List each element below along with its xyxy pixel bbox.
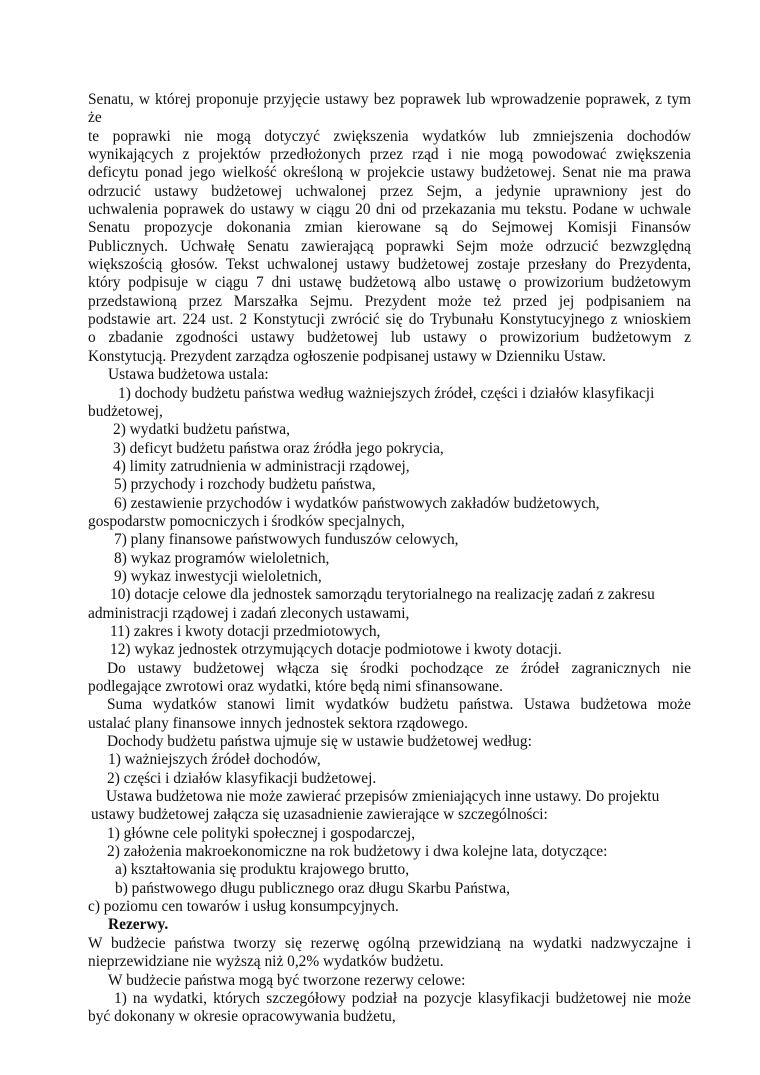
text-line: Ustawa budżetowa ustala: [108, 366, 269, 384]
text-line: odrzucić ustawy budżetowej uchwalonej przez Sejm, a jedynie uprawniony jest do [88, 182, 691, 200]
text-line: 1) ważniejszych źródeł dochodów, [108, 751, 321, 769]
text-line: który podpisuje w ciągu 7 dni ustawę budżetową albo ustawę o prowizorium budżetowym [88, 274, 691, 292]
text-line: 5) przychody i rozchody budżetu państwa, [114, 476, 376, 494]
text-line: b) państwowego długu publicznego oraz długu Skarbu Państwa, [115, 879, 510, 897]
section-heading: Rezerwy. [108, 916, 169, 934]
text-line: być dokonany w okresie opracowywania budżetu, [88, 1008, 396, 1026]
text-line: Publicznych. Uchwałę Senatu zawierającą poprawki Sejm może odrzucić bezwzględną [88, 237, 691, 255]
text-line: 2) założenia makroekonomiczne na rok budżetowy i dwa kolejne lata, dotyczące: [107, 843, 608, 861]
text-line: przedstawioną przez Marszałka Sejmu. Prezydent może też przed jej podpisaniem na [88, 292, 691, 310]
text-line: W budżecie państwa tworzy się rezerwę ogólną przewidzianą na wydatki nadzwyczajne i [88, 934, 691, 952]
text-line: deficytu ponad jego wielkość określoną w projekcie ustawy budżetowej. Senat nie ma prawa [88, 164, 691, 182]
text-line: W budżecie państwa mogą być tworzone rezerwy celowe: [108, 971, 466, 989]
text-line: Senatu, w której proponuje przyjęcie ustawy bez poprawek lub wprowadzenie poprawek, z tym że [88, 91, 691, 127]
text-line: uchwalenia poprawek do ustawy w ciągu 20 dni od przekazania mu tekstu. Podane w uchwale [88, 201, 691, 219]
text-line: 7) plany finansowe państwowych funduszów celowych, [114, 531, 459, 549]
text-line: 1) dochody budżetu państwa według ważniejszych źródeł, części i działów klasyfikacji [118, 384, 655, 402]
text-line: Do ustawy budżetowej włącza się środki pochodzące ze źródeł zagranicznych nie [107, 659, 691, 677]
text-line: nieprzewidziane nie wyższą niż 0,2% wydatków budżetu. [88, 953, 444, 971]
text-line: gospodarstw pomocniczych i środków specjalnych, [88, 512, 405, 530]
text-line: o zbadanie zgodności ustawy budżetowej lub ustawy o prowizorium budżetowym z [88, 329, 691, 347]
text-line: Senatu propozycje dokonania zmian kierowane są do Sejmowej Komisji Finansów [88, 219, 691, 237]
text-line: 1) główne cele polityki społecznej i gospodarczej, [107, 824, 416, 842]
text-line: Dochody budżetu państwa ujmuje się w ustawie budżetowej według: [107, 733, 532, 751]
text-line: 2) części i działów klasyfikacji budżetowej. [107, 769, 377, 787]
text-line: 3) deficyt budżetu państwa oraz źródła jego pokrycia, [113, 439, 444, 457]
text-line: 6) zestawienie przychodów i wydatków państwowych zakładów budżetowych, [114, 494, 600, 512]
text-line: 1) na wydatki, których szczegółowy podział na pozycje klasyfikacji budżetowej nie może [114, 989, 691, 1007]
text-line: 8) wykaz programów wieloletnich, [114, 549, 330, 567]
text-line: 4) limity zatrudnienia w administracji rządowej, [113, 457, 410, 475]
text-line: 9) wykaz inwestycji wieloletnich, [114, 567, 322, 585]
text-line: podlegające zwrotowi oraz wydatki, które będą nimi sfinansowane. [88, 678, 503, 695]
text-line: a) kształtowania się produktu krajowego brutto, [115, 861, 410, 879]
text-line: 2) wydatki budżetu państwa, [113, 421, 290, 439]
text-line: budżetowej, [88, 402, 163, 420]
document-page [88, 91, 691, 1027]
text-line: Suma wydatków stanowi limit wydatków budżetu państwa. Ustawa budżetowa może [107, 696, 691, 714]
text-line: podstawie art. 224 ust. 2 Konstytucji zwrócić się do Trybunału Konstytucyjnego z wnioskiem [88, 311, 691, 329]
text-line: ustawy budżetowej załącza się uzasadnienie zawierające w szczególności: [91, 806, 548, 824]
text-line: wynikających z projektów przedłożonych przez rząd i nie mogą powodować zwiększenia [88, 146, 691, 164]
text-line: Ustawa budżetowa nie może zawierać przepisów zmieniających inne ustawy. Do projektu [106, 788, 660, 806]
text-line: te poprawki nie mogą dotyczyć zwiększenia wydatków lub zmniejszenia dochodów [88, 127, 691, 145]
text-line: c) poziomu cen towarów i usług konsumpcyjnych. [88, 898, 399, 916]
text-line: 12) wykaz jednostek otrzymujących dotacje podmiotowe i kwoty dotacji. [110, 641, 562, 659]
text-line: ustalać plany finansowe innych jednostek sektora rządowego. [88, 714, 468, 732]
text-line: administracji rządowej i zadań zleconych ustawami, [88, 604, 410, 622]
text-line: Konstytucją. Prezydent zarządza ogłoszenie podpisanej ustawy w Dzienniku Ustaw. [88, 347, 606, 365]
text-line: 11) zakres i kwoty dotacji przedmiotowych, [110, 622, 381, 640]
text-line: większością głosów. Tekst uchwalonej ustawy budżetowej zostaje przesłany do Prezydenta, [88, 256, 691, 274]
text-line: 10) dotacje celowe dla jednostek samorządu terytorialnego na realizację zadań z zakresu [110, 586, 655, 604]
